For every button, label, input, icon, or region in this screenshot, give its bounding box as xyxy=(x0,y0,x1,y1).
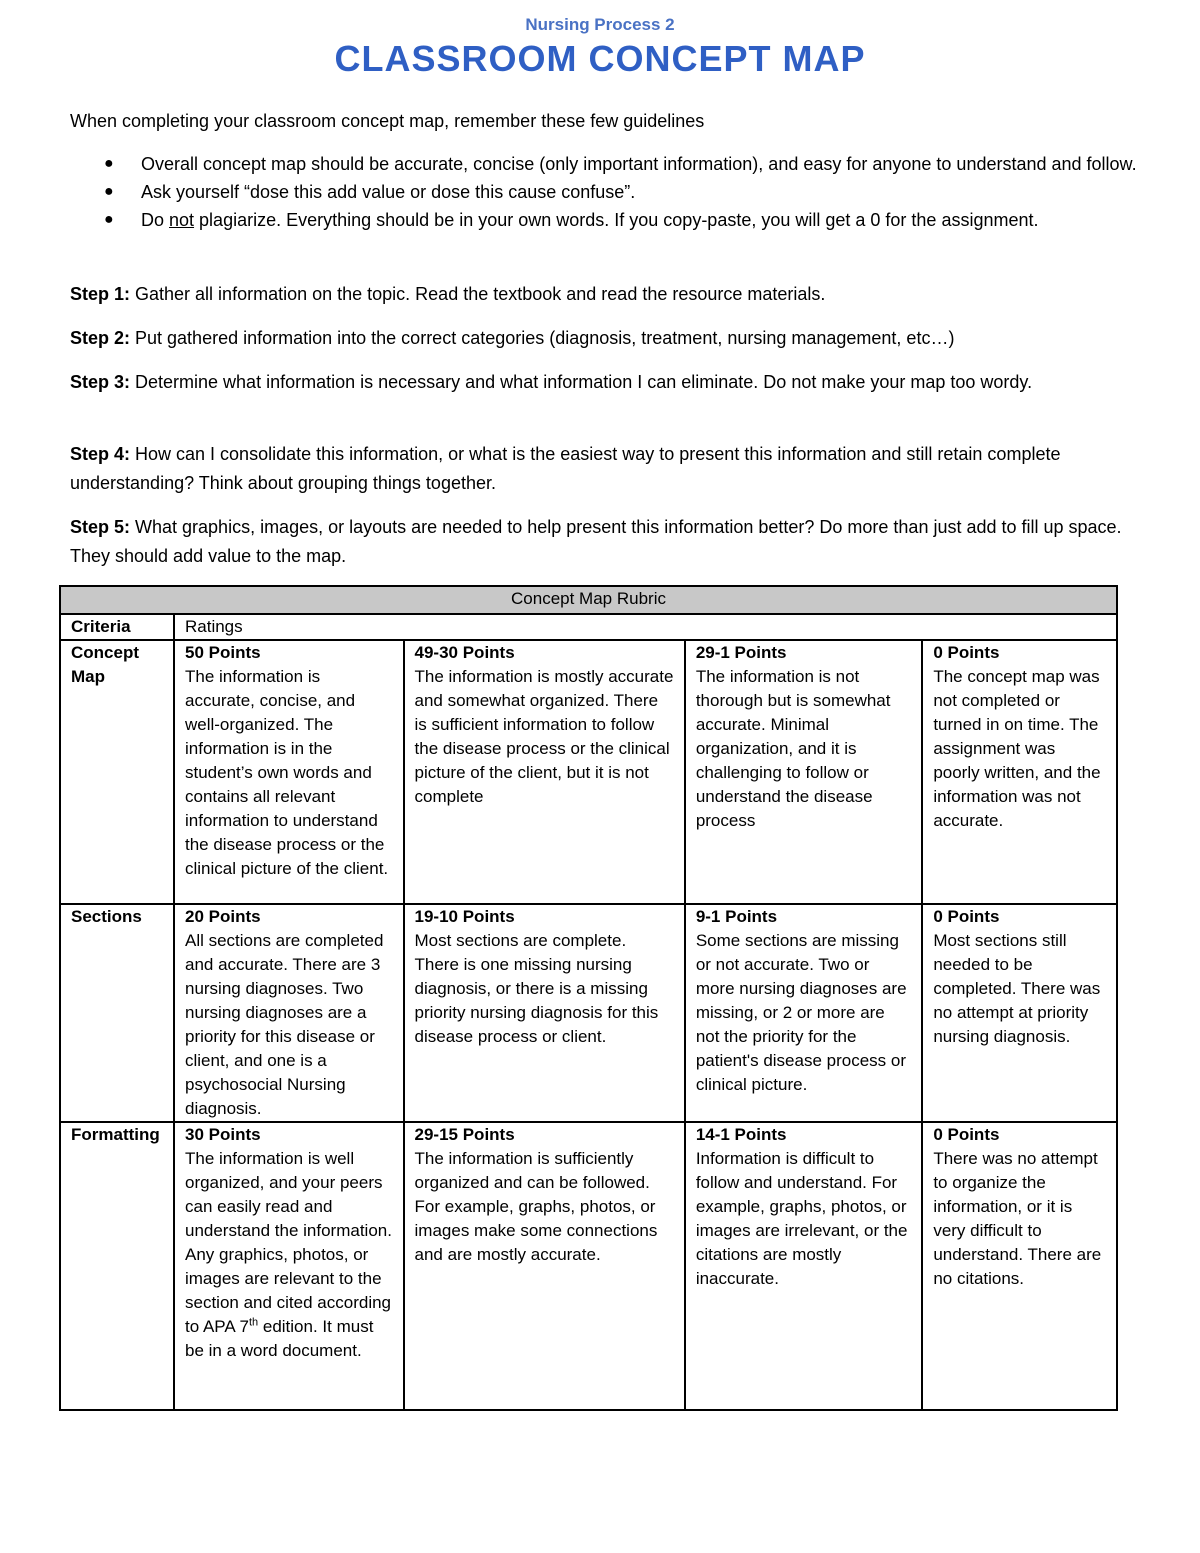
rating-cell: 9-1 Points Some sections are missing or not accurate. Two or more nursing diagnoses are missing, or 2 or more are not the priority for the patient's disease process or clinical picture. xyxy=(685,904,923,1122)
rating-cell: 30 Points The information is well organized, and your peers can easily read and understand the information. Any graphics, photos, or images are relevant to the section and cited according to APA 7th edition. It must be in a word document. xyxy=(174,1122,404,1410)
criteria-cell: Formatting xyxy=(60,1122,174,1410)
table-row xyxy=(60,1122,1117,1410)
bullet-icon: ● xyxy=(104,183,114,200)
document-subtitle: Nursing Process 2 xyxy=(525,15,675,34)
table-row xyxy=(60,640,1117,904)
rating-cell: 49-30 Points The information is mostly accurate and somewhat organized. There is sufficient information to follow the disease process or the clinical picture of the client, but it is not complete xyxy=(404,640,685,904)
guideline-item: ● Do not plagiarize. Everything should be in your own words. If you copy-paste, you will get a 0 for the assignment. xyxy=(70,206,1140,234)
step-1: Step 1: Gather all information on the topic. Read the textbook and read the resource materials. xyxy=(70,284,826,304)
bullet-icon: ● xyxy=(104,211,114,228)
header-criteria: Criteria xyxy=(60,614,174,640)
rubric-title: Concept Map Rubric xyxy=(60,586,1117,614)
guideline-item: ● Ask yourself “dose this add value or dose this cause confuse”. xyxy=(70,178,1140,206)
rating-cell: 20 Points All sections are completed and accurate. There are 3 nursing diagnoses. Two nursing diagnoses are a priority for this disease or client, and one is a psychosocial Nursing diagnosis. xyxy=(174,904,404,1122)
rating-cell: 19-10 Points Most sections are complete. There is one missing nursing diagnosis, or there is a missing priority nursing diagnosis for this disease process or client. xyxy=(404,904,685,1122)
guidelines-list xyxy=(70,150,1140,234)
intro-text: When completing your classroom concept map, remember these few guidelines xyxy=(70,111,705,131)
rating-cell: 0 Points The concept map was not completed or turned in on time. The assignment was poorly written, and the information was not accurate. xyxy=(922,640,1117,904)
step-4: Step 4: How can I consolidate this information, or what is the easiest way to present this information and still retain complete understanding? Think about grouping things together. xyxy=(70,444,1061,493)
rubric-table xyxy=(59,585,1118,1411)
rating-cell: 29-1 Points The information is not thorough but is somewhat accurate. Minimal organization, and it is challenging to follow or understand the disease process xyxy=(685,640,923,904)
step-3: Step 3: Determine what information is necessary and what information I can eliminate. Do not make your map too wordy. xyxy=(70,372,1033,392)
step-5: Step 5: What graphics, images, or layouts are needed to help present this information better? Do more than just add to fill up space. They should add value to the map. xyxy=(70,517,1122,566)
rating-cell: 0 Points There was no attempt to organize the information, or it is very difficult to understand. There are no citations. xyxy=(922,1122,1117,1410)
rating-cell: 50 Points The information is accurate, concise, and well-organized. The information is in the student’s own words and contains all relevant information to understand the disease process or the clinical picture of the client. xyxy=(174,640,404,904)
criteria-cell: Sections xyxy=(60,904,174,1122)
table-row xyxy=(60,904,1117,1122)
bullet-icon: ● xyxy=(104,155,114,172)
document-title: CLASSROOM CONCEPT MAP xyxy=(334,38,866,79)
criteria-cell: Concept Map xyxy=(60,640,174,904)
header-ratings: Ratings xyxy=(174,614,1117,640)
rating-cell: 14-1 Points Information is difficult to follow and understand. For example, graphs, photos, or images are irrelevant, or the citations are mostly inaccurate. xyxy=(685,1122,923,1410)
rating-cell: 29-15 Points The information is sufficiently organized and can be followed. For example, graphs, photos, or images make some connections and are mostly accurate. xyxy=(404,1122,685,1410)
guideline-item: ● Overall concept map should be accurate, concise (only important information), and easy for anyone to understand and follow. xyxy=(70,150,1140,178)
rating-cell: 0 Points Most sections still needed to be completed. There was no attempt at priority nursing diagnosis. xyxy=(922,904,1117,1122)
step-2: Step 2: Put gathered information into the correct categories (diagnosis, treatment, nursing management, etc…) xyxy=(70,328,955,348)
